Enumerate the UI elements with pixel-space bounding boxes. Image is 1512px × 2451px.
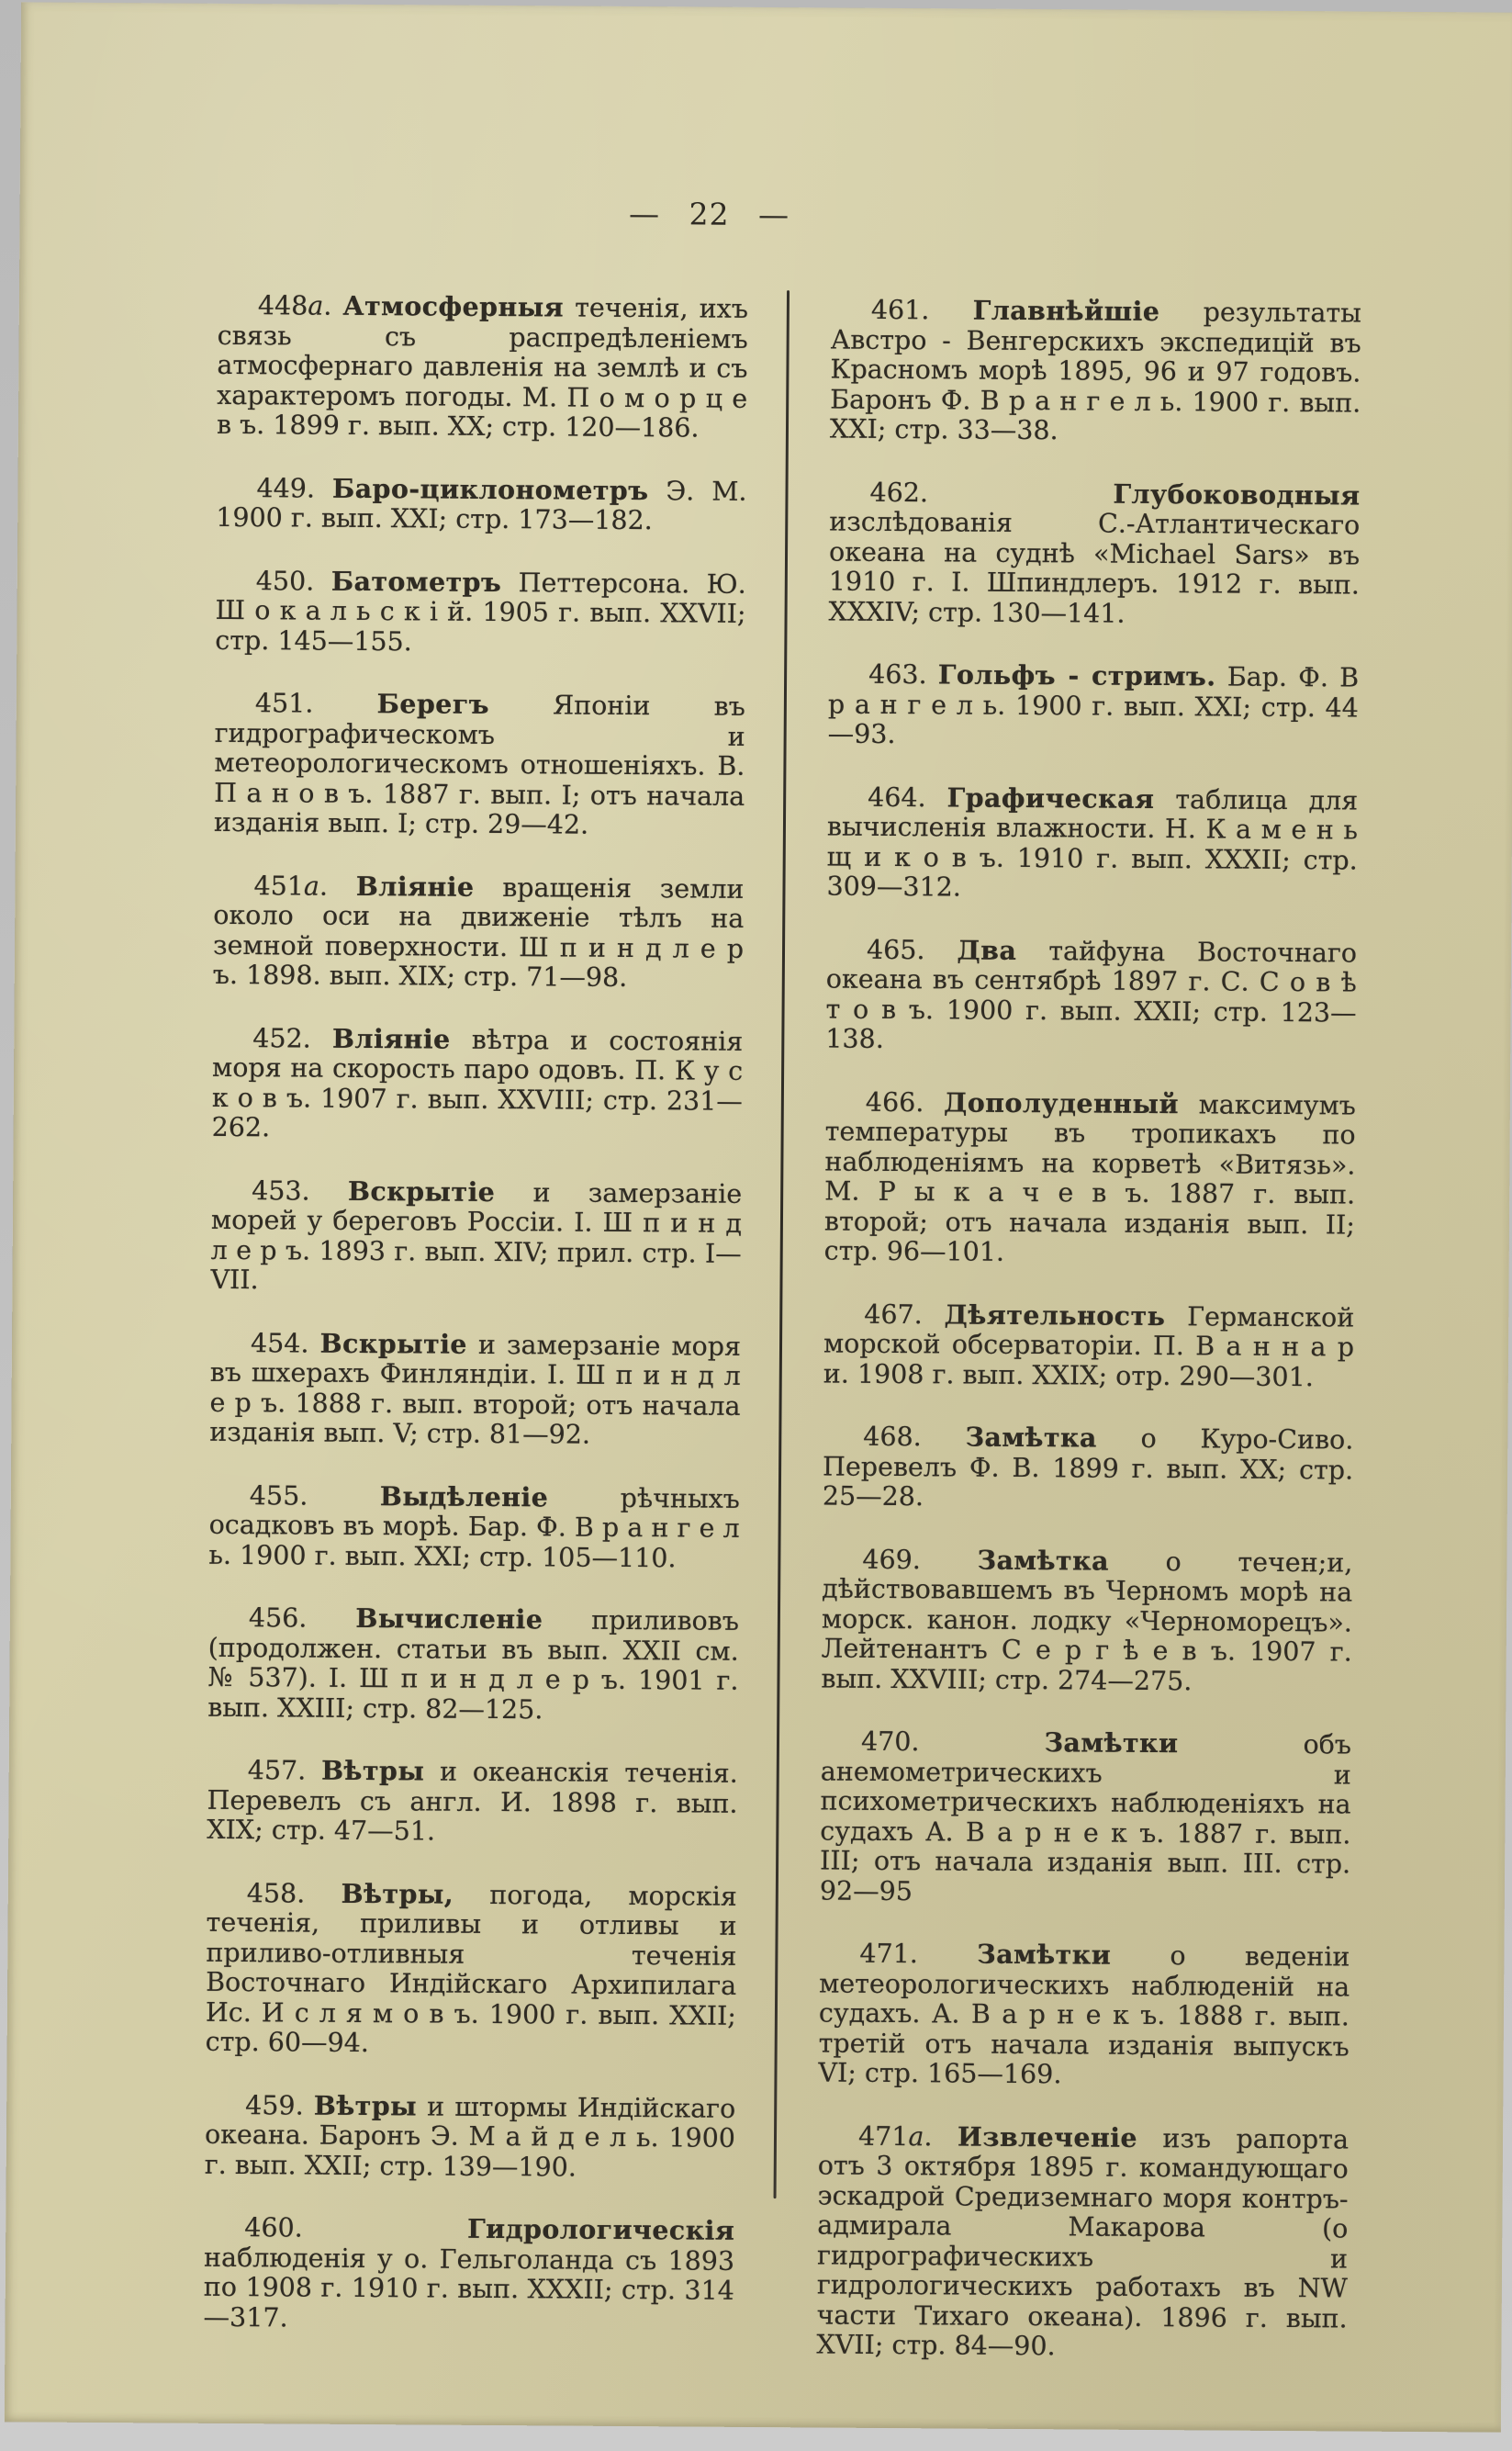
entry-text: наблюденія у о. Гельголанда съ 1893 по 1908 г. 1910 г. вып. XXXII; стр. 314—317.: [203, 2242, 735, 2333]
entry-text: и океанскія теченія. Перевелъ съ англ. И. 1898 г. вып. XIX; стр. 47—51.: [207, 1756, 738, 1847]
entry-keyword: Гидрологическія: [466, 2212, 735, 2246]
entry-text: максимумъ температуры въ тропикахъ по наблюденіямъ на корветѣ «Витязь». М. Р ы к а ч е в ъ. 1887 г. вып. второй; отъ начала изданія вып. II; стр. 96—101.: [823, 1088, 1356, 1267]
entry: [215, 565, 746, 659]
entry-number: 462.: [869, 477, 1114, 510]
entry-number: 461.: [870, 294, 973, 326]
entry-keyword: Вліяніе: [331, 1022, 451, 1055]
entry-number: 451.: [254, 688, 377, 720]
entry: [823, 1421, 1354, 1515]
entry-text: погода, морскія теченія, приливы и отливы и приливо-отливныя теченія Восточнаго Индійскаго Архипилага Ис. И с л я м о в ъ. 1900 г. вып. XXII; стр. 60—94.: [205, 1879, 737, 2059]
entry-text: тайфуна Восточнаго океана въ сентябрѣ 1897 г. С. С о в ѣ т о в ъ. 1900 г. вып. XXII; стр. 123—138.: [825, 935, 1358, 1054]
entry-keyword: Глубоководныя: [1113, 478, 1361, 512]
scanned-page: [5, 2, 1512, 2432]
entry-text: вращенія земли около оси на движеніе тѣлъ на земной поверхности. Ш п и н д л е р ъ. 1898. вып. XIX; стр. 71—98.: [212, 871, 745, 993]
entry: [217, 290, 748, 444]
entry-text: приливовъ (продолжен. статьи въ вып. XXII см. № 537). I. Ш п и н д л е р ъ. 1901 г. вып. XXIII; стр. 82—125.: [207, 1604, 740, 1725]
entry-keyword: Вскрытіе: [319, 1327, 468, 1360]
entry-number: 448а.: [257, 290, 343, 321]
entry-keyword: Вѣтры: [313, 2089, 418, 2121]
entry: [825, 934, 1357, 1058]
entry-keyword: Вліяніе: [355, 870, 475, 903]
entry-text: вѣтра и состоянія моря на скорость паро одовъ. П. К у с к о в ъ. 1907 г. вып. XXVIII; стр. 231—262.: [211, 1024, 744, 1143]
entry-number: 463.: [868, 658, 938, 691]
entry-number: 465.: [866, 934, 958, 965]
entry-number: 471а.: [857, 2120, 958, 2153]
entry-keyword: Замѣтка: [977, 1544, 1110, 1577]
entry: [210, 1175, 742, 1299]
entry: [820, 1726, 1351, 1909]
page-number: — 22 —: [628, 195, 790, 233]
entry-text: Германской морской обсерваторіи. П. В а н н а р и. 1908 г. вып. XXIX; отр. 290—301.: [823, 1300, 1355, 1392]
entry-number: 458.: [246, 1877, 342, 1909]
entry-number: 456.: [248, 1602, 356, 1634]
column-right: [816, 295, 1361, 2396]
entry-keyword: Вычисленіе: [355, 1602, 543, 1636]
entry-keyword: Извлеченіе: [957, 2120, 1138, 2153]
entry-number: 466.: [865, 1086, 945, 1118]
entry: [207, 1602, 739, 1726]
entry: [821, 1544, 1352, 1698]
entry-keyword: Выдѣленіе: [379, 1479, 549, 1512]
entry-text: и замерзаніе моря въ шхерахъ Финляндіи. I. Ш п и н д л е р ъ. 1888 г. вып. второй; отъ начала изданія вып. V; стр. 81—92.: [209, 1329, 742, 1450]
entry-keyword: Батометръ: [330, 565, 502, 598]
entry: [213, 870, 745, 994]
entry: [830, 295, 1361, 449]
entry-number: 454.: [250, 1327, 320, 1359]
entry-keyword: Дѣятельность: [944, 1298, 1166, 1332]
entry: [207, 1755, 738, 1849]
entry-keyword: Два: [957, 933, 1017, 966]
entry: [205, 2089, 736, 2184]
entry-number: 471.: [859, 1938, 978, 1970]
entry-number: 464.: [868, 781, 947, 813]
entry: [209, 1327, 741, 1451]
entry-text: Бар. Ф. В р а н г е л ь. 1900 г. вып. XXI; стр. 44—93.: [827, 661, 1360, 750]
entry: [206, 1877, 737, 2061]
entry: [204, 2212, 735, 2336]
entry: [816, 2120, 1349, 2364]
entry-number: 457.: [247, 1755, 322, 1786]
entry-text: изслѣдованія С.-Атлантическаго океана на суднѣ «Michael Sars» въ 1910 г. I. Шпиндлеръ. 1912 г. вып. XXXIV; стр. 130—141.: [828, 506, 1361, 629]
entry-text: Японіи въ гидрографическомъ и метеорологическомъ отношеніяхъ. В. П а н о в ъ. 1887 г. вып. I; отъ начала изданія вып. I; стр. 29—42.: [213, 689, 745, 840]
entry-keyword: Главнѣйшіе: [972, 294, 1160, 328]
entry-keyword: Дополуденный: [943, 1085, 1180, 1119]
entry-keyword: Замѣтка: [965, 1421, 1097, 1454]
entry-text: о течен;и, дѣйствовавшемъ въ Черномъ морѣ на морск. канон. лодку «Черноморецъ». Лейтенантъ С е р г ѣ е в ъ. 1907 г. вып. XXVIII; стр. 274—275.: [821, 1546, 1353, 1696]
entry-number: 459.: [245, 2089, 314, 2121]
entry-text: объ анемометрическихъ и психометрическихъ наблюденіяхъ на судахъ А. В а р н е к ъ. 1887 г. вып. III; отъ начала изданія вып. III. стр. 92—95: [819, 1728, 1352, 1906]
entry-number: 460.: [244, 2212, 468, 2244]
entry: [828, 477, 1360, 631]
entry-text: Петтерсона. Ю. Ш о к а л ь с к і й. 1905 г. вып. XXVII; стр. 145—155.: [215, 567, 746, 657]
entry-text: и штормы Индійскаго океана. Баронъ Э. М а й д е л ь. 1900 г. вып. XXII; стр. 139—190.: [204, 2090, 736, 2183]
entry-number: 449.: [256, 472, 333, 504]
entry-number: 451а.: [253, 870, 356, 902]
entry-number: 468.: [863, 1421, 966, 1453]
entry-keyword: Замѣтки: [1044, 1726, 1179, 1760]
entry: [828, 658, 1360, 753]
entry: [212, 1022, 744, 1146]
entry-text: Э. М. 1900 г. вып. XXI; стр. 173—182.: [216, 475, 747, 536]
entry-number: 467.: [864, 1299, 945, 1330]
entry-number: 455.: [249, 1479, 380, 1512]
entry-number: 453.: [252, 1175, 349, 1207]
entry-number: 469.: [862, 1544, 978, 1576]
entry-keyword: Атмосферныя: [342, 289, 565, 323]
entry-keyword: Гольфъ - стримъ.: [937, 658, 1216, 692]
entry: [823, 1299, 1355, 1393]
entry-text: изъ рапорта отъ 3 октября 1895 г. командующаго эскадрой Средиземнаго моря контръ-адмирала Макарова (о гидрографическихъ и гидрологическихъ работахъ въ NW части Тихаго океана). 1896 г. вып. XVII; стр. 84—90.: [816, 2122, 1350, 2362]
entry: [826, 781, 1358, 905]
entry-keyword: Замѣтки: [977, 1938, 1112, 1971]
entry-keyword: Графическая: [946, 781, 1155, 815]
entry-number: 470.: [860, 1726, 1045, 1759]
entry-text: теченія, ихъ связь съ распредѣленіемъ атмосфернаго давленія на землѣ и съ характеромъ погоды. М. П о м о р ц е в ъ. 1899 г. вып. XX; стр. 120—186.: [216, 292, 749, 444]
column-left: [203, 290, 748, 2368]
entry-text: таблица для вычисленія влажности. Н. К а м е н ь щ и к о в ъ. 1910 г. вып. XXXII; стр. 309—312.: [826, 783, 1359, 903]
entry-text: о веденіи метеорологическихъ наблюденій на судахъ. А. В а р н е к ъ. 1888 г. вып. третій отъ начала изданія выпускъ VI; стр. 165—169.: [818, 1939, 1350, 2090]
entry-text: о Куро-Сиво. Перевелъ Ф. В. 1899 г. вып. XX; стр. 25—28.: [822, 1422, 1354, 1512]
entry: [216, 472, 746, 536]
entry-text: рѣчныхъ осадковъ въ морѣ. Бар. Ф. В р а н г е л ь. 1900 г. вып. XXI; стр. 105—110.: [208, 1481, 740, 1573]
entry-keyword: Вскрытіе: [347, 1175, 496, 1208]
column-divider-rule: [774, 290, 790, 2198]
entry-text: результаты Австро - Венгерскихъ экспедицій въ Красномъ морѣ 1895, 96 и 97 годовъ. Баронъ Ф. В р а н г е л ь. 1900 г. вып. XXI; стр. 33—38.: [829, 297, 1362, 446]
entry-number: 450.: [255, 565, 331, 597]
entry-number: 452.: [252, 1022, 333, 1054]
entry-keyword: Вѣтры: [320, 1754, 425, 1787]
entry-keyword: Вѣтры,: [341, 1877, 454, 1910]
entry-text: и замерзаніе морей у береговъ Россіи. I. Ш п и н д л е р ъ. 1893 г. вып. XIV; прил. стр. I—VII.: [210, 1176, 743, 1296]
entry: [818, 1938, 1350, 2092]
entry: [214, 688, 745, 842]
entry: [824, 1086, 1356, 1270]
entry-keyword: Баро-циклонометръ: [331, 472, 649, 506]
entry: [208, 1479, 740, 1574]
entry-keyword: Берегъ: [376, 688, 490, 720]
